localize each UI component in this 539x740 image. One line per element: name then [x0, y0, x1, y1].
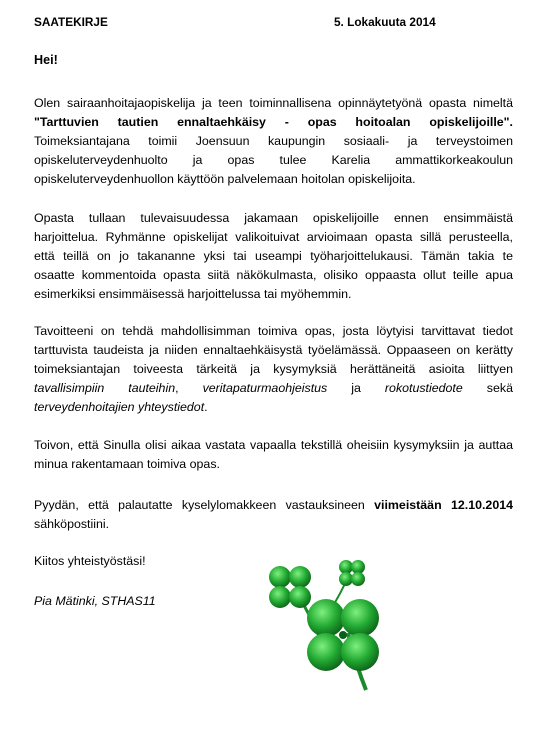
text-line: Olen sairaanhoitajaopiskelija ja teen toiminnallisena opinnäytetyönä opasta nimeltä — [34, 96, 513, 110]
text-line: Opasta tullaan tulevaisuudessa jakamaan opiskelijoille ennen ensimmäistä — [34, 211, 513, 225]
four-leaf-clover-icon — [248, 555, 398, 695]
text-line: tarttuvista taudeista ja niiden ennaltaehkäisystä työelämässä. Oppaaseen on kerätty — [34, 343, 513, 357]
conjunction: sekä — [486, 381, 513, 395]
paragraph-goal — [34, 322, 513, 417]
text-line — [34, 496, 513, 515]
paragraph-request — [34, 436, 513, 474]
text-line: harjoittelua. Ryhmänne opiskelijat valikoituivat arvioimaan opasta sillä perusteella, — [34, 230, 513, 244]
closing-thanks: Kiitos yhteistyöstäsi! — [34, 554, 146, 568]
tiny-clover-right — [339, 560, 365, 586]
deadline-text: Pyydän, että palautatte kyselylomakkeen vastauksineen — [34, 498, 365, 512]
text-line: sähköpostiini. — [34, 517, 110, 531]
text-line: opiskeluterveydenhuollon käyttöön palvelemaan hoitolan opiskelijoita. — [34, 172, 416, 186]
comma: , — [175, 381, 179, 395]
text-line: Tavoitteeni on tehdä mahdollisimman toimiva opas, josta löytyisi tarvittavat tiedot — [34, 324, 513, 338]
deadline-date: viimeistään 12.10.2014 — [374, 498, 513, 512]
paragraph-purpose — [34, 209, 513, 304]
text-line: toimeksiantajan toiveesta tärkeitä ja kysymyksiä herättäneitä asioita liittyen — [34, 362, 513, 376]
topic-nurse-contacts: terveydenhoitajien yhteystiedot — [34, 400, 205, 414]
small-clover-left — [269, 566, 311, 608]
topic-vaccination: rokotustiedote — [384, 381, 463, 395]
letter-date: 5. Lokakuuta 2014 — [334, 15, 436, 29]
text-line: minua rakentamaan toimiva opas. — [34, 457, 220, 471]
paragraph-deadline — [34, 496, 513, 534]
greeting: Hei! — [34, 53, 58, 67]
letter-title: SAATEKIRJE — [34, 15, 108, 29]
conjunction: ja — [351, 381, 361, 395]
text-line: opiskeluterveydenhuolto ja opas tulee Karelia ammattikorkeakoulun — [34, 153, 513, 167]
big-clover — [307, 599, 379, 671]
topic-blood-accidents: veritapaturmaohjeistus — [202, 381, 328, 395]
period: . — [204, 400, 208, 414]
text-line: Toimeksiantajana toimii Joensuun kaupungin sosiaali- ja terveystoimen — [34, 134, 513, 148]
text-line: osaatte kommentoida opasta siitä näkökulmasta, olisiko oppaasta ollut teille apua — [34, 268, 513, 282]
text-line — [34, 398, 513, 417]
guide-title-line: "Tarttuvien tautien ennaltaehkäisy - opas hoitoalan opiskelijoille". — [34, 115, 513, 129]
text-line: että teillä on jo takananne yksi tai useampi työharjoittelukausi. Tämän takia te — [34, 249, 513, 263]
text-line — [34, 379, 513, 398]
signature: Pia Mätinki, STHAS11 — [34, 594, 156, 608]
paragraph-intro — [34, 94, 513, 189]
text-line: esimerkiksi ensimmäisessä harjoittelussa tai myöhemmin. — [34, 287, 352, 301]
topic-diseases: tavallisimpiin tauteihin — [34, 381, 176, 395]
text-line: Toivon, että Sinulla olisi aikaa vastata vapaalla tekstillä oheisiin kysymyksiin ja auttaa — [34, 438, 513, 452]
